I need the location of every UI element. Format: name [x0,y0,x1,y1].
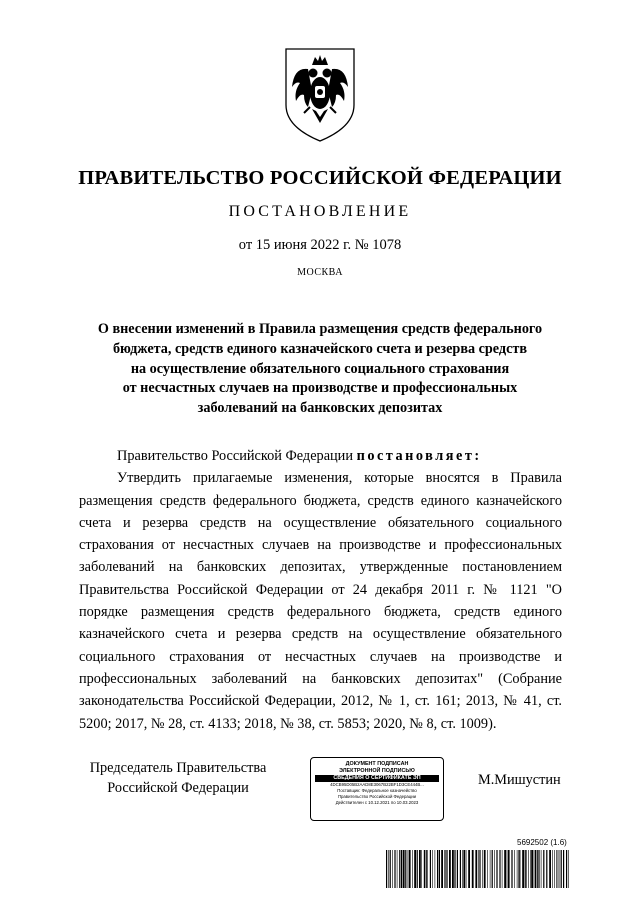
document-type: ПОСТАНОВЛЕНИЕ [228,203,412,220]
document-city: МОСКВА [297,267,343,278]
stamp-certificate: 4DCB95D05B2AAD8E3067B22BF1D3CE444B... [330,782,424,787]
electronic-signature-stamp [310,757,444,821]
document-body [79,445,562,735]
barcode-number: 5692502 (1.6) [517,838,567,847]
subject-line: заболеваний на банковских депозитах [197,400,443,417]
signatory-position-line: Российской Федерации [107,780,249,796]
stamp-supplier: Поставщик: Федеральное казначейство [337,788,417,793]
stamp-validity: Действителен с 10.12.2021 по 10.03.2023 [335,800,419,805]
decree-word: постановляет: [356,448,482,464]
subject-line: О внесении изменений в Правила размещения средств федерального [97,321,543,337]
government-title: ПРАВИТЕЛЬСТВО РОССИЙСКОЙ ФЕДЕРАЦИИ [78,167,562,189]
document-subject [60,320,580,419]
barcode-image [386,850,569,888]
signatory-position [78,758,278,798]
signatory-name: М.Мишустин [478,772,561,788]
coat-of-arms-emblem [282,47,358,143]
stamp-owner: Правительство Российской Федерации [337,794,417,799]
decree-prefix: Правительство Российской Федерации [117,448,357,464]
stamp-line: ЭЛЕКТРОННОЙ ПОДПИСЬЮ [339,767,415,774]
body-paragraph: Утвердить прилагаемые изменения, которые вносятся в Правила размещения средств федерального бюджета, средств единого казначейского счета и резерва средств на осуществление обязательного социального страхования от несчастных случаев на производстве и профессиональных заболеваний на банковских депозитах, утвержденные постановлением Правительства Российской Федерации от 24 декабря 2011 г. № 1121 "О порядке размещения средств федерального бюджета, средств единого казначейского счета и резерва средств на осуществление обязательного социального страхования от несчастных случаев на производстве и профессиональных заболеваний на банковских депозитах" (Собрание законодательства Российской Федерации, 2012, № 1, ст. 161; 2013, № 41, ст. 5200; 2017, № 28, ст. 4133; 2018, № 38, ст. 5853; 2020, № 8, ст. 1009). [79,470,562,732]
stamp-band: СВЕДЕНИЯ О СЕРТИФИКАТЕ ЭП [315,775,439,782]
signatory-position-line: Председатель Правительства [89,760,267,776]
subject-line: от несчастных случаев на производстве и профессиональных [122,380,518,397]
document-date-number: от 15 июня 2022 г. № 1078 [238,237,402,253]
subject-line: бюджета, средств единого казначейского счета и резерва средств [112,340,528,357]
subject-line: на осуществление обязательного социального страхования [130,360,510,377]
stamp-line: ДОКУМЕНТ ПОДПИСАН [345,761,409,767]
decree-line [79,445,562,467]
